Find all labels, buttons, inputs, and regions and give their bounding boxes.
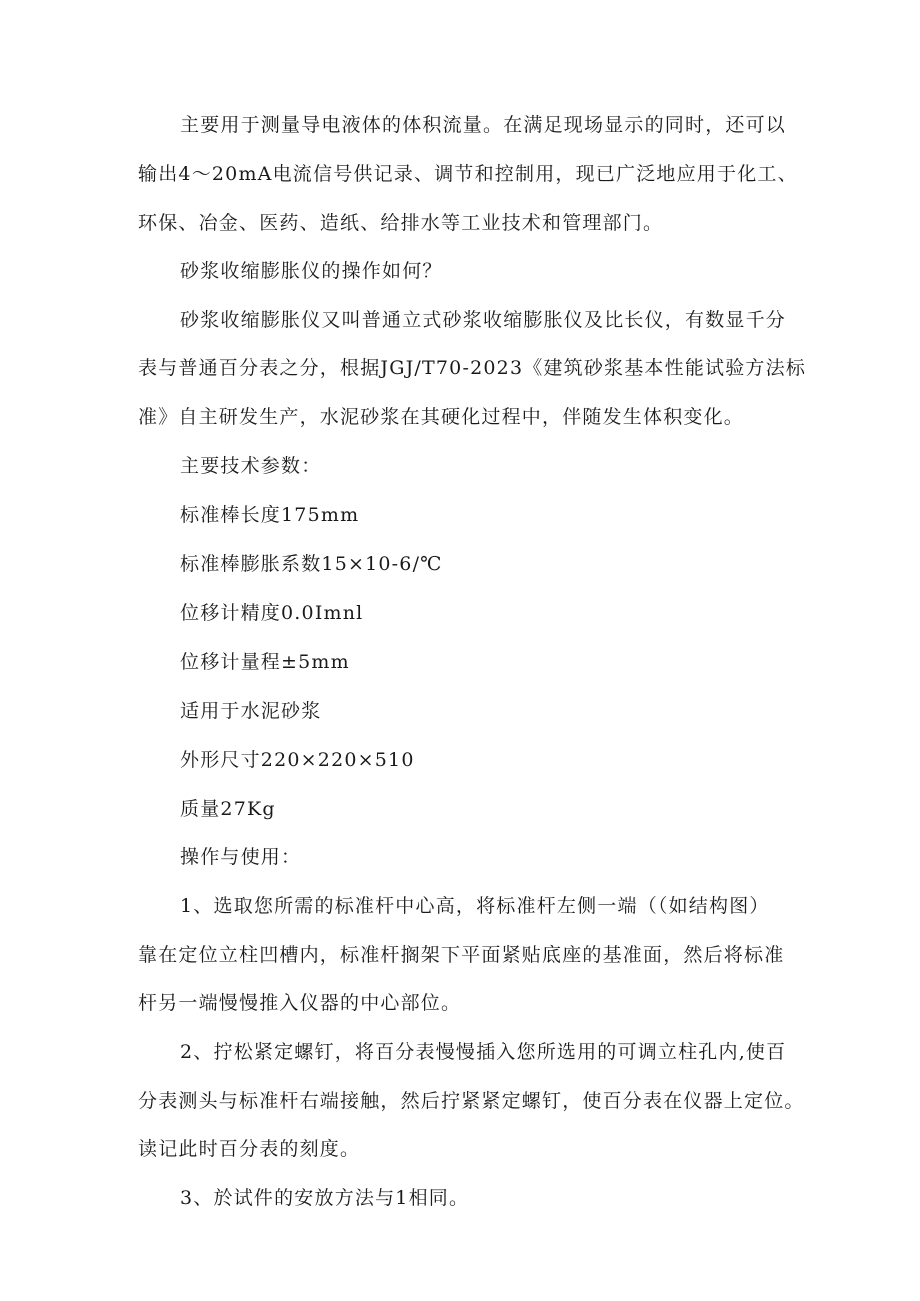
step-line: 3、於试件的安放方法与1相同。 <box>180 1187 470 1209</box>
param-item: 外形尺寸220×220×510 <box>180 749 415 771</box>
step-line: 分表测头与标准杆右端接触，然后拧紧紧定螺钉，使百分表在仪器上定位。 <box>138 1090 805 1112</box>
paragraph-line: 表与普通百分表之分，根据JGJ/T70-2023《建筑砂浆基本性能试验方法标 <box>138 357 807 379</box>
paragraph-line: 砂浆收缩膨胀仪又叫普通立式砂浆收缩膨胀仪及比长仪，有数显千分 <box>180 309 787 331</box>
params-heading: 主要技术参数： <box>180 455 322 477</box>
step-line: 读记此时百分表的刻度。 <box>138 1138 361 1160</box>
paragraph-line: 输出4～20mA电流信号供记录、调节和控制用，现已广泛地应用于化工、 <box>138 163 798 185</box>
paragraph-line: 准》自主研发生产，水泥砂浆在其硬化过程中，伴随发生体积变化。 <box>138 406 745 428</box>
paragraph-line: 主要用于测量导电液体的体积流量。在满足现场显示的同时，还可以 <box>180 114 787 136</box>
param-item: 标准棒膨胀系数15×10-6/℃ <box>180 553 443 575</box>
param-item: 位移计精度0.0Imnl <box>180 602 364 624</box>
section-question: 砂浆收缩膨胀仪的操作如何？ <box>180 260 443 282</box>
paragraph-line: 环保、冶金、医药、造纸、给排水等工业技术和管理部门。 <box>138 212 664 234</box>
param-item: 适用于水泥砂浆 <box>180 700 322 722</box>
operation-heading: 操作与使用： <box>180 846 302 868</box>
param-item: 位移计量程±5mm <box>180 651 350 673</box>
param-item: 质量27Kg <box>180 798 276 820</box>
step-line: 1、选取您所需的标准杆中心高，将标准杆左侧一端（（如结构图） <box>180 895 770 917</box>
step-line: 2、拧松紧定螺钉，将百分表慢慢插入您所选用的可调立柱孔内,使百 <box>180 1041 787 1063</box>
step-line: 杆另一端慢慢推入仪器的中心部位。 <box>138 992 462 1014</box>
param-item: 标准棒长度175mm <box>180 504 360 526</box>
step-line: 靠在定位立柱凹槽内，标准杆搁架下平面紧贴底座的基准面，然后将标准 <box>138 944 785 966</box>
